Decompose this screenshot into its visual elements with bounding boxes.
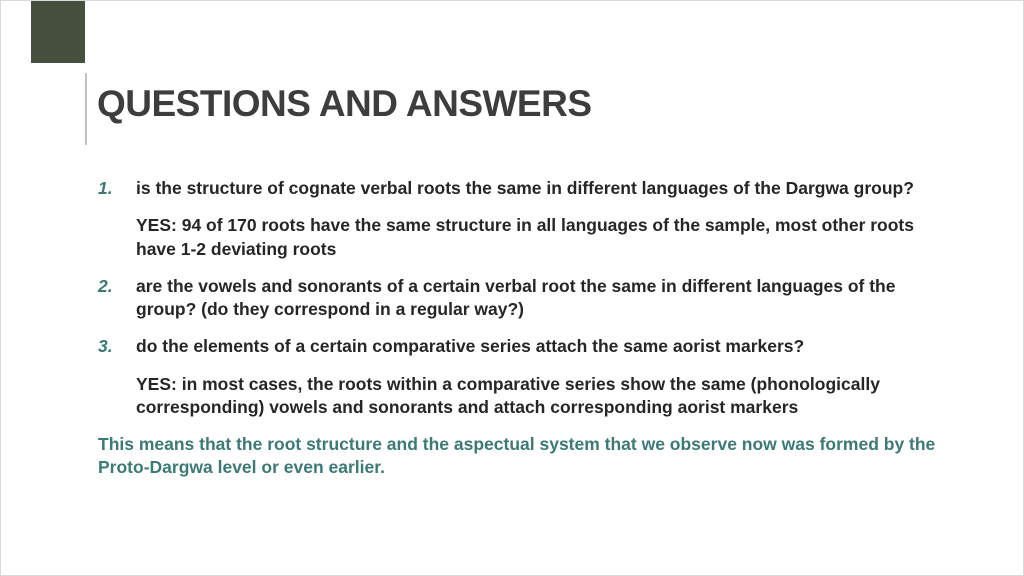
list-item-number: 1. <box>98 178 113 198</box>
answer-text: YES: 94 of 170 roots have the same structure in all languages of the sample, most other roots have 1-2 deviating roots <box>136 215 914 259</box>
answer-text: YES: in most cases, the roots within a comparative series show the same (phonologically corresponding) vowels and sonorants and attach corresponding aorist markers <box>136 373 880 417</box>
list-item-number: 2. <box>98 275 113 296</box>
title-divider-line <box>85 73 87 145</box>
list-item-number: 3. <box>98 336 113 357</box>
list-item <box>98 275 938 322</box>
slide-body <box>98 177 938 480</box>
slide-title: QUESTIONS AND ANSWERS <box>97 83 592 124</box>
question-text: do the elements of a certain comparative series attach the same aorist markers? <box>136 336 805 357</box>
list-item-body <box>136 275 938 322</box>
question-text: are the vowels and sonorants of a certain verbal root the same in different languages of the group? (do they correspond in a regular way?) <box>136 275 896 320</box>
list-item-body <box>136 335 938 419</box>
conclusion-text: This means that the root structure and the aspectual system that we observe now was formed by the Proto-Dargwa level or even earlier. <box>98 434 936 478</box>
corner-accent-block <box>31 1 85 63</box>
list-item <box>98 177 938 261</box>
list-item-body <box>136 177 938 261</box>
list-item <box>98 335 938 419</box>
question-text: is the structure of cognate verbal roots the same in different languages of the Dargwa group? <box>136 178 914 198</box>
